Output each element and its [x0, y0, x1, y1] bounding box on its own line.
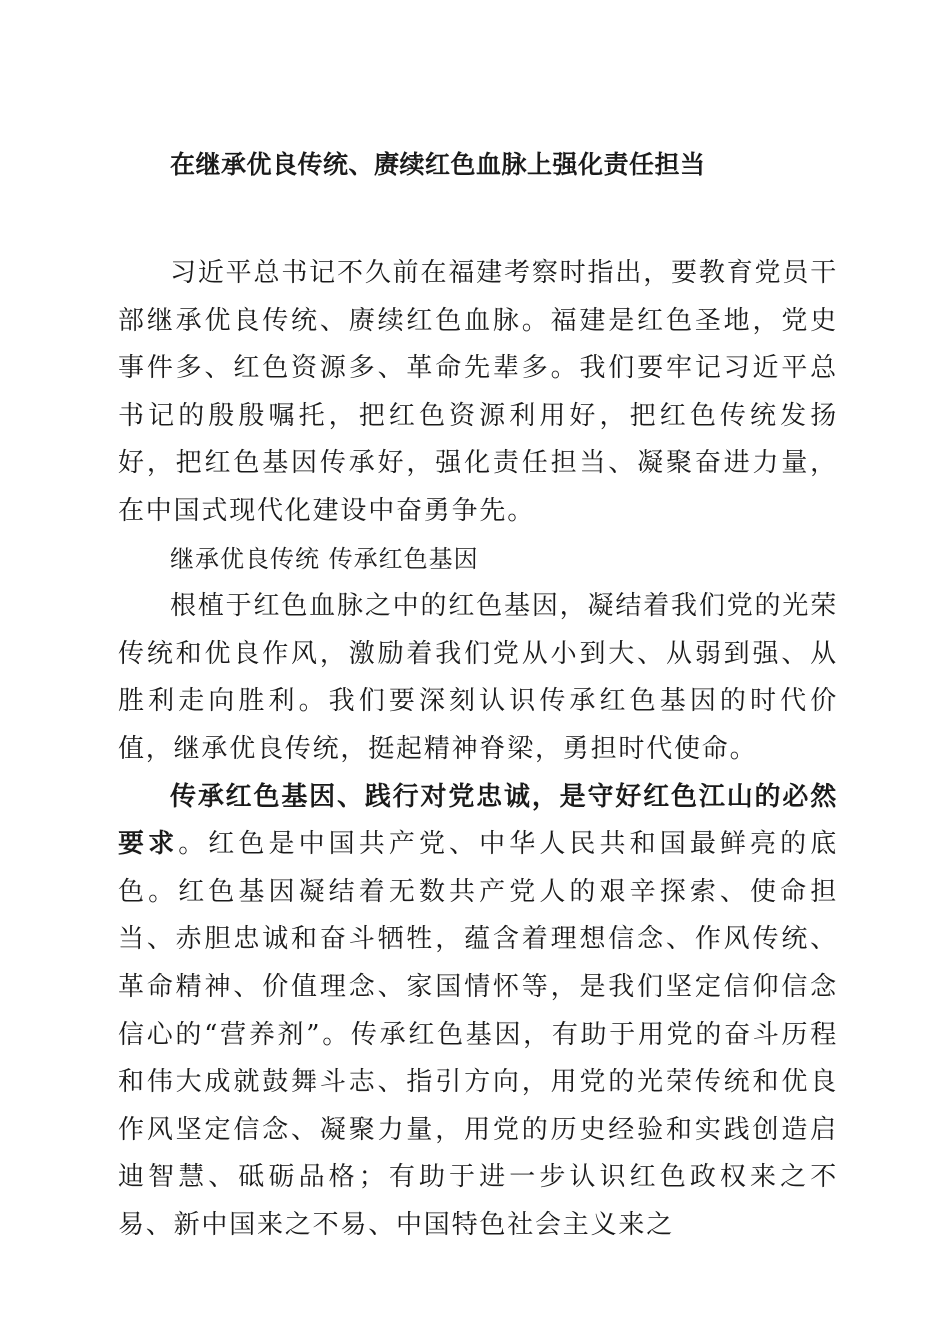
document-title: 在继承优良传统、赓续红色血脉上强化责任担当 — [170, 150, 706, 179]
intro-paragraph: 习近平总书记不久前在福建考察时指出，要教育党员干部继承优良传统、赓续红色血脉。福建是红色圣地，党史事件多、红色资源多、革命先辈多。我们要牢记习近平总书记的殷殷嘱托，把红色资源利用好，把红色传统发扬好，把红色基因传承好，强化责任担当、凝聚奋进力量，在中国式现代化建设中奋勇争先。 — [118, 258, 838, 526]
section-intro-paragraph: 根植于红色血脉之中的红色基因，凝结着我们党的光荣传统和优良作风，激励着我们党从小到大、从弱到强、从胜利走向胜利。我们要深刻认识传承红色基因的时代价值，继承优良传统，挺起精神脊梁，勇担时代使命。 — [118, 591, 838, 764]
point-lead-sentence: 传承红色基因、践行对党忠诚，是守好红色江山的必然要求 — [118, 781, 838, 860]
section-point-paragraph — [118, 774, 838, 1250]
document-body — [118, 250, 838, 1249]
point-body-text: 。红色是中国共产党、中华人民共和国最鲜亮的底色。红色基因凝结着无数共产党人的艰辛探索、使命担当、赤胆忠诚和奋斗牺牲，蕴含着理想信念、作风传统、革命精神、价值理念、家国情怀等，是我们坚定信仰信念信心的“营养剂”。传承红色基因，有助于用党的奋斗历程和伟大成就鼓舞斗志、指引方向，用党的光荣传统和优良作风坚定信念、凝聚力量，用党的历史经验和实践创造启迪智慧、砥砺品格；有助于进一步认识红色政权来之不易、新中国来之不易、中国特色社会主义来之 — [118, 829, 838, 1240]
section-heading: 继承优良传统 传承红色基因 — [170, 544, 479, 573]
